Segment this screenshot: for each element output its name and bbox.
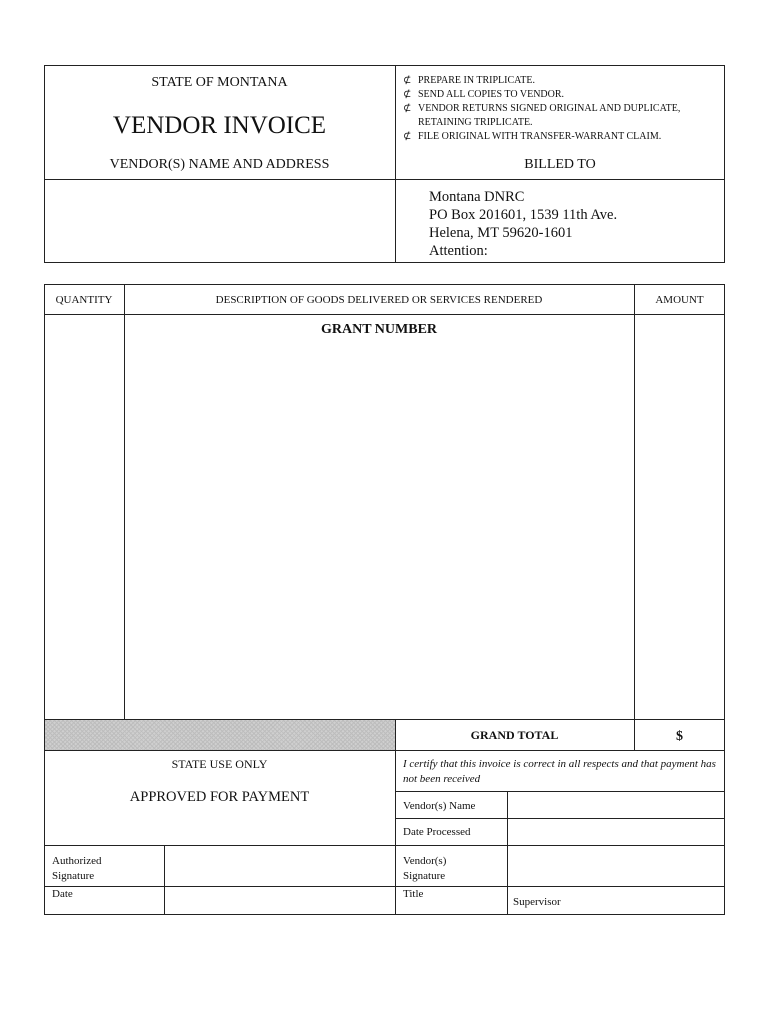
vendor-signature-field[interactable] [508,846,724,886]
vendor-address-field[interactable] [45,180,394,262]
state-use-only-label: STATE USE ONLY [171,757,268,771]
billed-to-line: PO Box 201601, 1539 11th Ave. [429,207,618,223]
billed-to-label: BILLED TO [524,157,596,172]
approved-for-payment-label: APPROVED FOR PAYMENT [129,789,310,805]
grand-total-label: GRAND TOTAL [470,728,559,742]
billed-to-line: Helena, MT 59620-1601 [429,225,573,241]
vendor-name-address-label: VENDOR(S) NAME AND ADDRESS [109,157,330,172]
grand-total-currency: $ [676,729,683,744]
billed-to-address [429,188,617,260]
instruction-item: ⊄ SEND ALL COPIES TO VENDOR. [403,89,565,100]
state-title: STATE OF MONTANA [151,75,288,90]
billed-to-line: Attention: [429,243,488,259]
authorized-signature-label: Authorized Signature [52,855,102,882]
instruction-continuation: RETAINING TRIPLICATE. [418,117,533,128]
certification-statement: I certify that this invoice is correct in all respects and that payment has not been received [403,758,716,785]
billed-to-line: Montana DNRC [429,189,525,205]
bullet-icon: ⊄ [403,89,412,100]
instruction-item: ⊄ PREPARE IN TRIPLICATE. [403,75,535,86]
amount-header: AMOUNT [655,294,704,306]
bullet-icon: ⊄ [403,103,412,114]
shaded-area [45,720,395,750]
amount-field[interactable] [635,315,724,719]
vendor-name-field[interactable] [508,792,724,818]
bullet-icon: ⊄ [403,75,412,86]
vendor-signature-label: Vendor(s) Signature [403,855,447,882]
vendor-name-label: Vendor(s) Name [403,800,476,812]
date-processed-field[interactable] [508,819,724,845]
grant-number-label: GRANT NUMBER [320,322,438,337]
bullet-icon: ⊄ [403,131,412,142]
instruction-item: ⊄ FILE ORIGINAL WITH TRANSFER-WARRANT CLAIM. [403,131,662,142]
date-field[interactable] [165,887,395,914]
instruction-item: ⊄ VENDOR RETURNS SIGNED ORIGINAL AND DUPLICATE, [403,103,681,114]
items-header-rule [44,314,725,315]
grand-total-bottom-rule [44,750,725,751]
description-header: DESCRIPTION OF GOODS DELIVERED OR SERVICES RENDERED [215,294,543,306]
description-field[interactable] [125,345,634,719]
date-label: Date [52,888,73,900]
quantity-field[interactable] [45,315,124,719]
quantity-header: QUANTITY [55,294,113,306]
date-processed-label: Date Processed [403,826,471,838]
instructions-list [403,74,680,144]
authorized-signature-field[interactable] [165,846,395,886]
title-label: Title [403,888,424,900]
supervisor-value: Supervisor [513,896,561,908]
document-title: VENDOR INVOICE [112,112,327,139]
